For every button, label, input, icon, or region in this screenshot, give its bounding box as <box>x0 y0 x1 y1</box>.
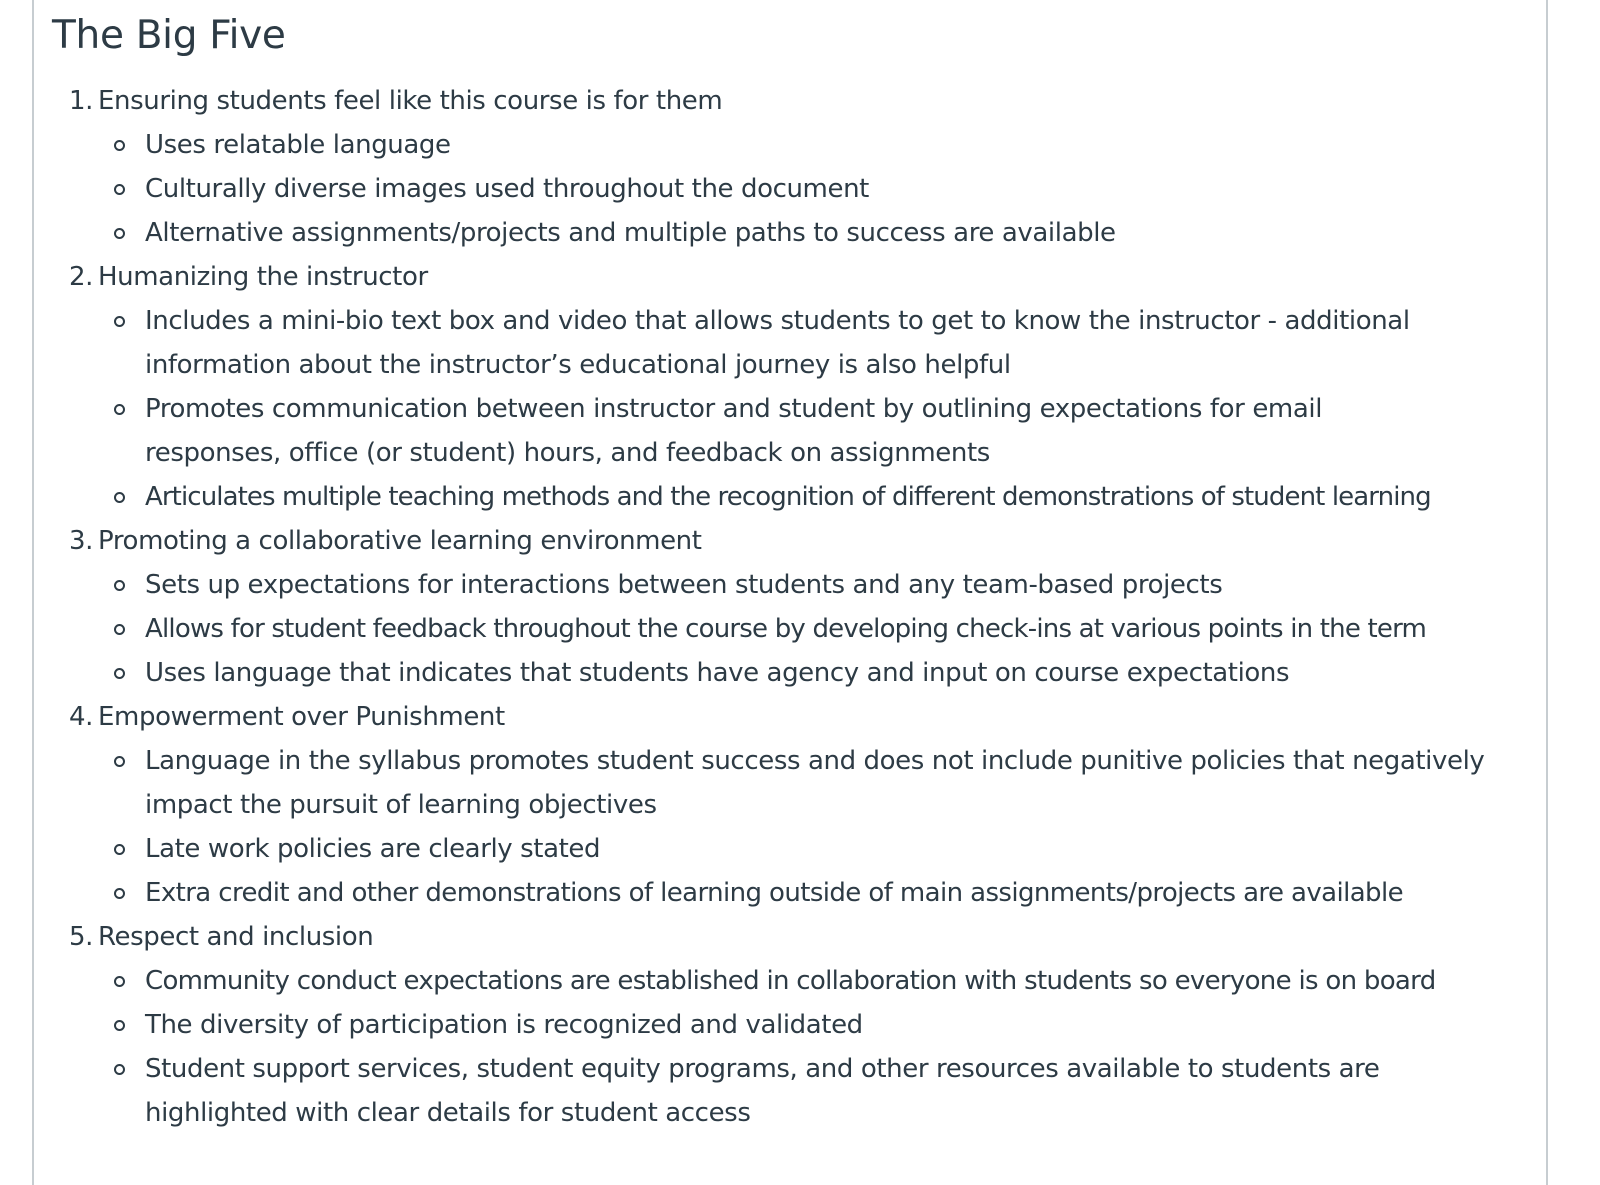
section-title: Ensuring students feel like this course is for them <box>98 86 723 116</box>
section-number: 3. <box>69 526 94 556</box>
list-item <box>34 739 1534 827</box>
hollow-bullet-icon <box>114 228 125 239</box>
list-item-text: Culturally diverse images used throughout the document <box>145 174 869 204</box>
sub-list <box>34 299 1534 519</box>
section-item <box>34 915 1534 1135</box>
list-item-text: Community conduct expectations are established in collaboration with students so everyone is on board <box>145 966 1436 996</box>
hollow-bullet-icon <box>114 668 125 679</box>
sub-list <box>34 739 1534 915</box>
list-item <box>34 123 1534 167</box>
hollow-bullet-icon <box>114 492 125 503</box>
list-item-text: Alternative assignments/projects and multiple paths to success are available <box>145 218 1116 248</box>
hollow-bullet-icon <box>114 580 125 591</box>
list-item <box>34 1003 1534 1047</box>
list-item <box>34 827 1534 871</box>
hollow-bullet-icon <box>114 140 125 151</box>
list-item-text: Student support services, student equity programs, and other resources available to students are highlighted with clear details for student access <box>145 1054 1380 1128</box>
big-five-list <box>34 79 1534 1135</box>
hollow-bullet-icon <box>114 184 125 195</box>
list-item-text: Uses language that indicates that students have agency and input on course expectations <box>145 658 1290 688</box>
list-item-text: Includes a mini-bio text box and video that allows students to get to know the instructor - additional information about the instructor’s educational journey is also helpful <box>145 306 1410 380</box>
list-item <box>34 167 1534 211</box>
hollow-bullet-icon <box>114 1020 125 1031</box>
list-item-text: Language in the syllabus promotes student success and does not include punitive policies that negatively impact the pursuit of learning objectives <box>145 746 1485 820</box>
list-item <box>34 387 1534 475</box>
list-item-text: Promotes communication between instructor and student by outlining expectations for email responses, office (or student) hours, and feedback on assignments <box>145 394 1323 468</box>
list-item <box>34 959 1534 1003</box>
hollow-bullet-icon <box>114 888 125 899</box>
list-item-text: Allows for student feedback throughout the course by developing check-ins at various points in the term <box>145 614 1427 644</box>
hollow-bullet-icon <box>114 316 125 327</box>
hollow-bullet-icon <box>114 624 125 635</box>
list-item <box>34 299 1534 387</box>
list-item <box>34 211 1534 255</box>
section-title: Respect and inclusion <box>98 922 374 952</box>
hollow-bullet-icon <box>114 976 125 987</box>
hollow-bullet-icon <box>114 756 125 767</box>
section-heading <box>34 915 1534 959</box>
list-item-text: The diversity of participation is recognized and validated <box>145 1010 863 1040</box>
list-item-text: Late work policies are clearly stated <box>145 834 601 864</box>
list-item-text: Sets up expectations for interactions between students and any team-based projects <box>145 570 1223 600</box>
list-item <box>34 607 1534 651</box>
section-item <box>34 695 1534 915</box>
list-item-text: Articulates multiple teaching methods and the recognition of different demonstrations of student learning <box>145 482 1431 512</box>
list-item <box>34 475 1534 519</box>
sub-list <box>34 563 1534 695</box>
section-heading <box>34 255 1534 299</box>
section-heading <box>34 79 1534 123</box>
section-number: 2. <box>69 262 94 292</box>
section-title: Promoting a collaborative learning environment <box>98 526 702 556</box>
page-title: The Big Five <box>52 13 286 58</box>
section-heading <box>34 695 1534 739</box>
list-item <box>34 651 1534 695</box>
list-item <box>34 1047 1534 1135</box>
section-title: Empowerment over Punishment <box>98 702 505 732</box>
section-item <box>34 255 1534 519</box>
section-heading <box>34 519 1534 563</box>
hollow-bullet-icon <box>114 404 125 415</box>
section-number: 4. <box>69 702 94 732</box>
sub-list <box>34 123 1534 255</box>
list-item-text: Uses relatable language <box>145 130 451 160</box>
section-item <box>34 519 1534 695</box>
hollow-bullet-icon <box>114 844 125 855</box>
sub-list <box>34 959 1534 1135</box>
list-item <box>34 871 1534 915</box>
section-title: Humanizing the instructor <box>98 262 428 292</box>
section-number: 1. <box>69 86 94 116</box>
section-number: 5. <box>69 922 94 952</box>
hollow-bullet-icon <box>114 1064 125 1075</box>
content-panel <box>32 0 1548 1185</box>
list-item <box>34 563 1534 607</box>
section-item <box>34 79 1534 255</box>
list-item-text: Extra credit and other demonstrations of learning outside of main assignments/projects are available <box>145 878 1403 908</box>
